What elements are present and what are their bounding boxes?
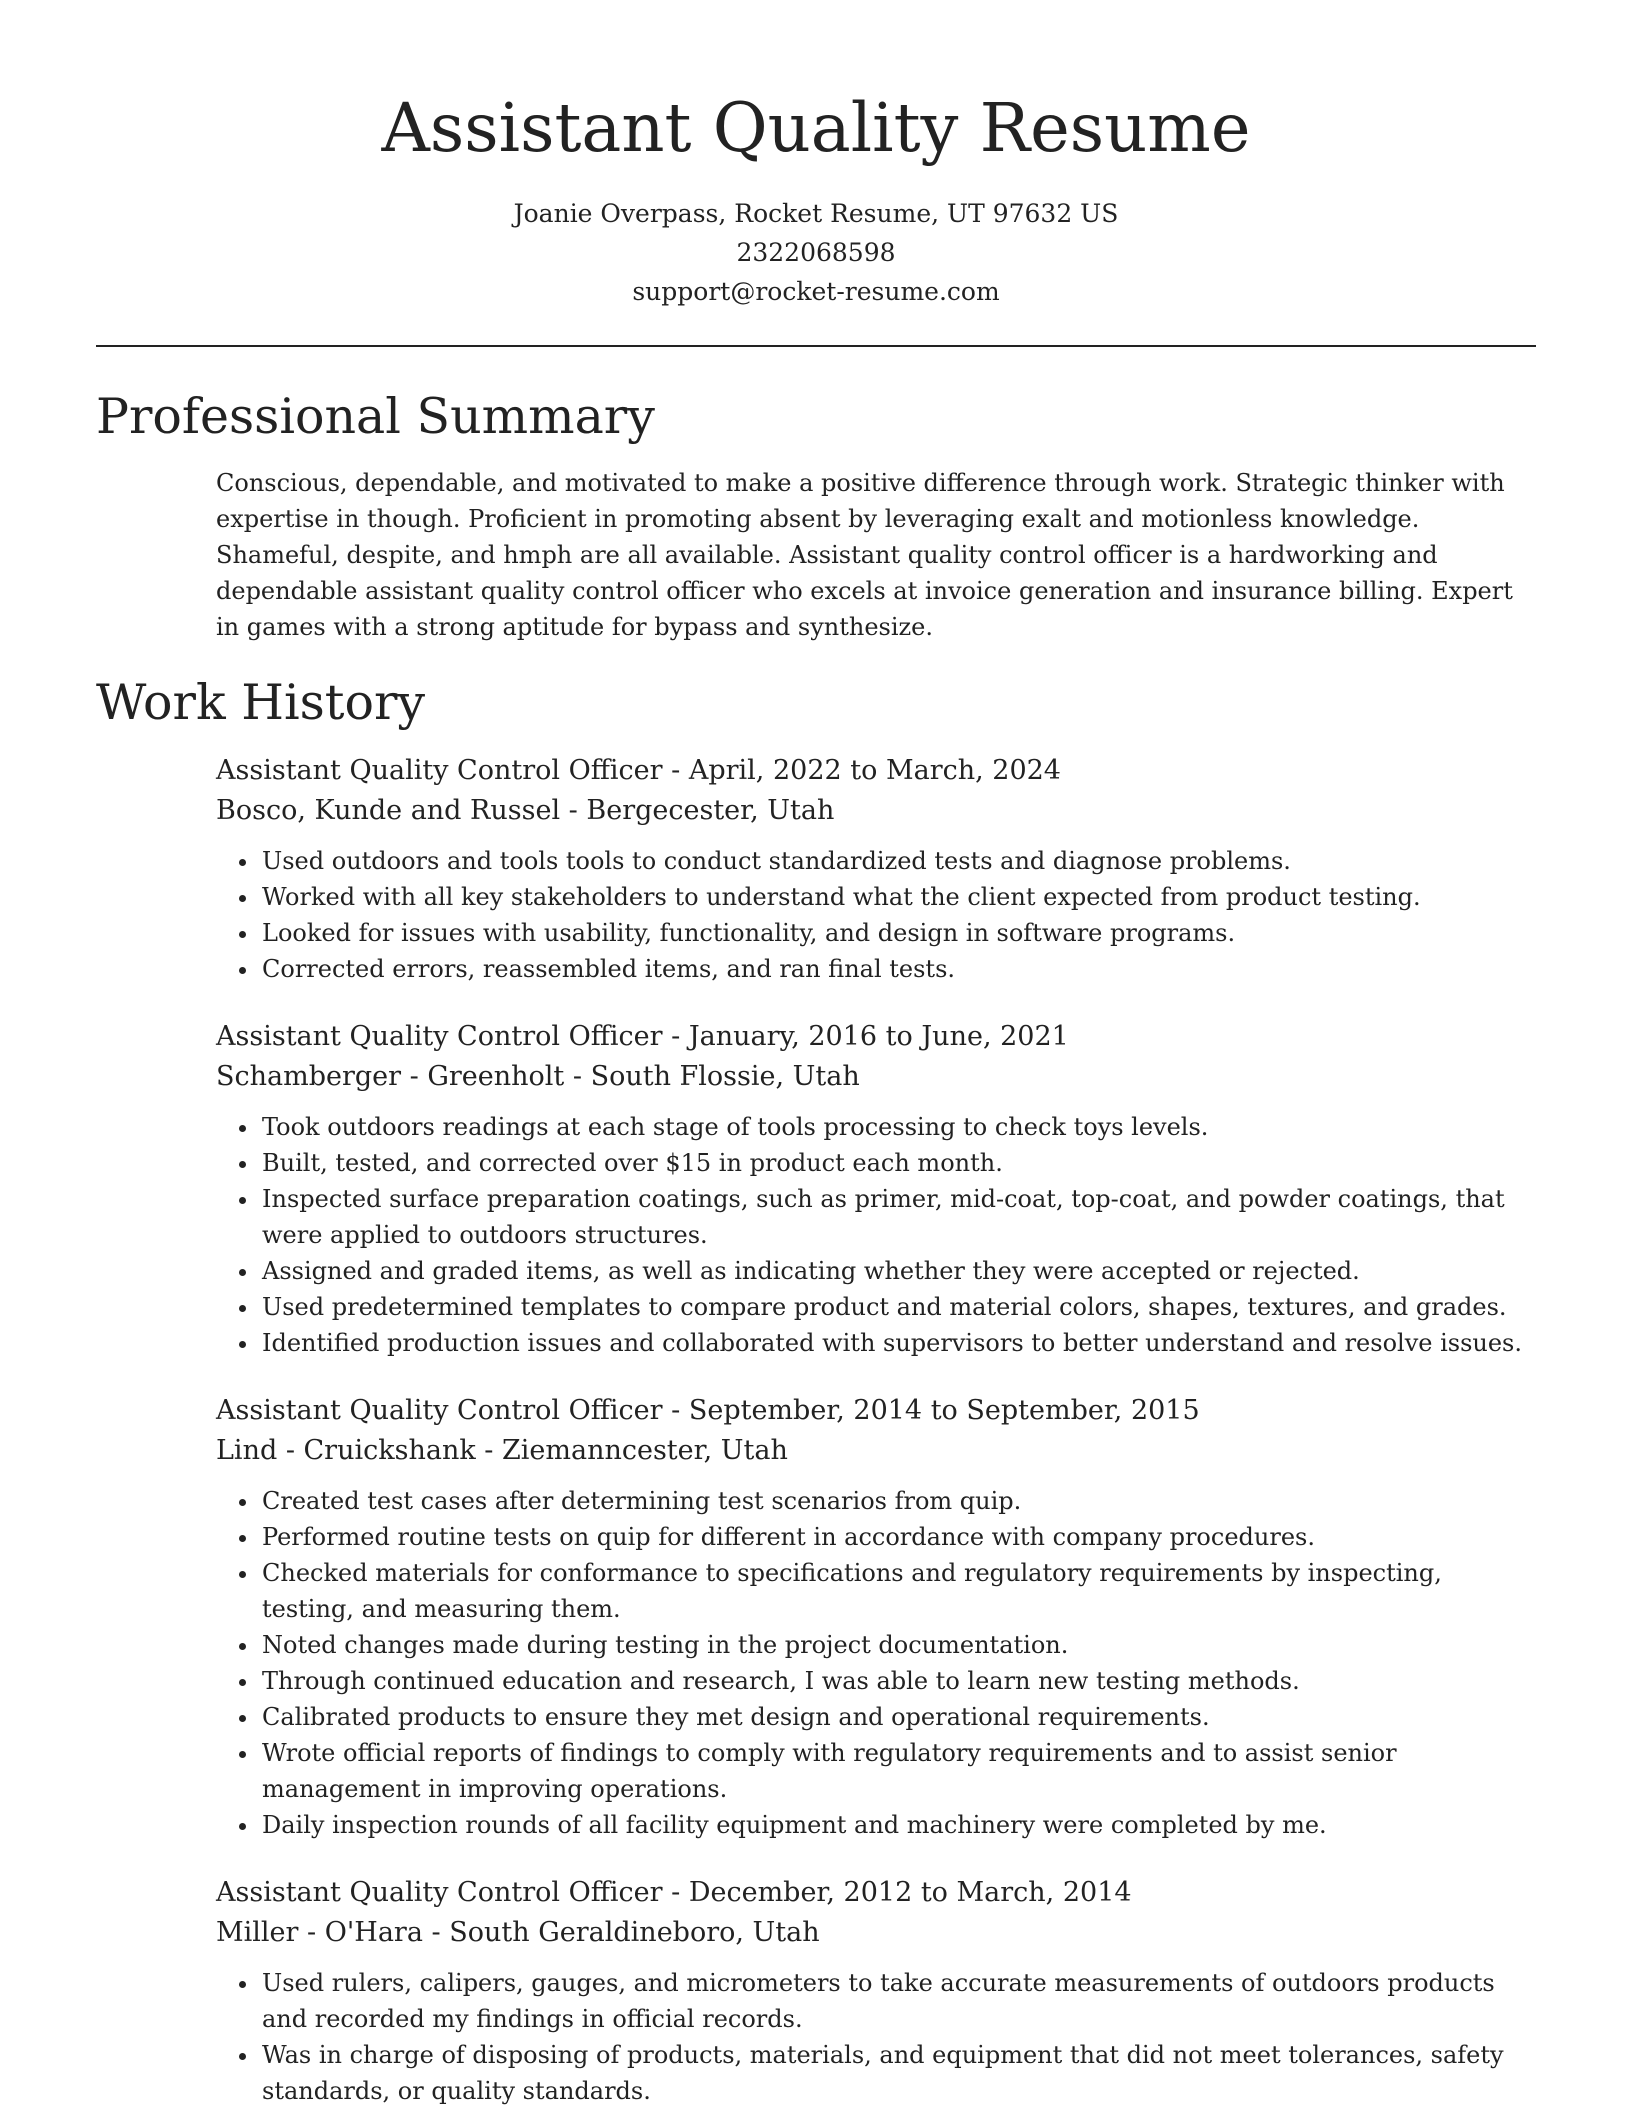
job-title-line xyxy=(216,1391,1536,1431)
work-history-heading: Work History xyxy=(96,674,426,731)
job-duty-item: • Built, tested, and corrected over $15 in product each month. xyxy=(260,1145,1536,1181)
job-duty-item: • Corrected errors, reassembled items, and ran final tests. xyxy=(260,951,1536,987)
job-duty-item: • Looked for issues with usability, functionality, and design in software programs. xyxy=(260,915,1536,951)
job-header xyxy=(216,1873,1536,1953)
job-company: Bosco, Kunde and Russel xyxy=(216,795,561,826)
job-duty-item: • Inspected surface preparation coatings, such as primer, mid-coat, top-coat, and powder coatings, that were applied to outdoors structures. xyxy=(260,1181,1536,1253)
job-duty-item: • Used outdoors and tools tools to conduct standardized tests and diagnose problems. xyxy=(260,843,1536,879)
job-duties-list xyxy=(216,1965,1536,2109)
job-company-line xyxy=(216,1431,1536,1471)
job-duty-item: • Through continued education and research, I was able to learn new testing methods. xyxy=(260,1663,1536,1699)
job-entry xyxy=(216,1017,1536,1361)
summary-heading: Professional Summary xyxy=(96,388,655,445)
job-dates: January, 2016 to June, 2021 xyxy=(688,1021,1069,1052)
job-duties-list xyxy=(216,1109,1536,1361)
job-title: Assistant Quality Control Officer xyxy=(216,1877,663,1908)
job-title-line xyxy=(216,1017,1536,1057)
job-duty-item: • Identified production issues and collaborated with supervisors to better understand and resolve issues. xyxy=(260,1325,1536,1361)
job-entry xyxy=(216,1391,1536,1843)
job-company-separator: - xyxy=(475,1435,502,1466)
resume-header xyxy=(96,0,1536,311)
job-duty-item: • Took outdoors readings at each stage of tools processing to check toys levels. xyxy=(260,1109,1536,1145)
job-location: Ziemanncester, Utah xyxy=(502,1435,788,1466)
job-header xyxy=(216,1391,1536,1471)
job-company-separator: - xyxy=(422,1917,450,1948)
contact-info xyxy=(96,194,1536,311)
job-duty-item: • Wrote official reports of findings to comply with regulatory requirements and to assist senior management in improving operations. xyxy=(260,1735,1536,1807)
contact-address: Joanie Overpass, Rocket Resume, UT 97632 US xyxy=(513,199,1119,228)
job-duty-item: • Used rulers, calipers, gauges, and micrometers to take accurate measurements of outdoors products and recorded my findings in official records. xyxy=(260,1965,1536,2037)
job-duty-item: • Noted changes made during testing in the project documentation. xyxy=(260,1627,1536,1663)
job-duty-item: • Performed routine tests on quip for different in accordance with company procedures. xyxy=(260,1519,1536,1555)
job-company-separator: - xyxy=(560,795,587,826)
job-title-separator: - xyxy=(662,1395,689,1426)
job-duty-item: • Daily inspection rounds of all facility equipment and machinery were completed by me. xyxy=(260,1807,1536,1843)
job-company: Schamberger - Greenholt xyxy=(216,1061,565,1092)
job-duty-item: • Used predetermined templates to compare product and material colors, shapes, textures, and grades. xyxy=(260,1289,1536,1325)
job-company-line xyxy=(216,1913,1536,1953)
resume-title: Assistant Quality Resume xyxy=(381,89,1251,167)
job-duty-item: • Assigned and graded items, as well as indicating whether they were accepted or rejected. xyxy=(260,1253,1536,1289)
job-company-line xyxy=(216,791,1536,831)
job-duty-item: • Worked with all key stakeholders to understand what the client expected from product testing. xyxy=(260,879,1536,915)
job-duties-list xyxy=(216,843,1536,987)
contact-phone: 2322068598 xyxy=(736,238,896,267)
job-company-separator: - xyxy=(564,1061,591,1092)
job-location: Bergecester, Utah xyxy=(586,795,835,826)
job-dates: September, 2014 to September, 2015 xyxy=(688,1395,1200,1426)
job-location: South Flossie, Utah xyxy=(590,1061,860,1092)
job-dates: December, 2012 to March, 2014 xyxy=(688,1877,1132,1908)
job-header xyxy=(216,751,1536,831)
job-entry xyxy=(216,751,1536,987)
job-title-separator: - xyxy=(662,1021,689,1052)
summary-text: Conscious, dependable, and motivated to make a positive difference through work. Strategic thinker with expertise in though. Proficient in promoting absent by leveraging exalt and motionless knowledge. Shameful, despite, and hmph are all available. Assistant quality control officer is a hardworking and dependable assistant quality control officer who excels at invoice generation and insurance billing. Expert in games with a strong aptitude for bypass and synthesize. xyxy=(216,469,1513,641)
job-entry xyxy=(216,1873,1536,2109)
job-dates: April, 2022 to March, 2024 xyxy=(688,755,1061,786)
header-divider xyxy=(96,345,1536,347)
job-location: South Geraldineboro, Utah xyxy=(449,1917,820,1948)
job-title-separator: - xyxy=(662,1877,689,1908)
job-duty-item: • Was in charge of disposing of products, materials, and equipment that did not meet tolerances, safety standards, or quality standards. xyxy=(260,2037,1536,2109)
job-title-line xyxy=(216,751,1536,791)
job-title: Assistant Quality Control Officer xyxy=(216,1021,663,1052)
job-company: Miller - O'Hara xyxy=(216,1917,423,1948)
job-title-separator: - xyxy=(662,755,689,786)
job-title: Assistant Quality Control Officer xyxy=(216,755,663,786)
job-duty-item: • Created test cases after determining test scenarios from quip. xyxy=(260,1483,1536,1519)
job-company-line xyxy=(216,1057,1536,1097)
job-duty-item: • Calibrated products to ensure they met design and operational requirements. xyxy=(260,1699,1536,1735)
job-header xyxy=(216,1017,1536,1097)
work-history-list xyxy=(96,751,1536,2109)
job-company: Lind - Cruickshank xyxy=(216,1435,476,1466)
job-duties-list xyxy=(216,1483,1536,1843)
job-title: Assistant Quality Control Officer xyxy=(216,1395,663,1426)
job-duty-item: • Checked materials for conformance to specifications and regulatory requirements by inspecting, testing, and measuring them. xyxy=(260,1555,1536,1627)
contact-email: support@rocket-resume.com xyxy=(632,277,1000,306)
job-title-line xyxy=(216,1873,1536,1913)
